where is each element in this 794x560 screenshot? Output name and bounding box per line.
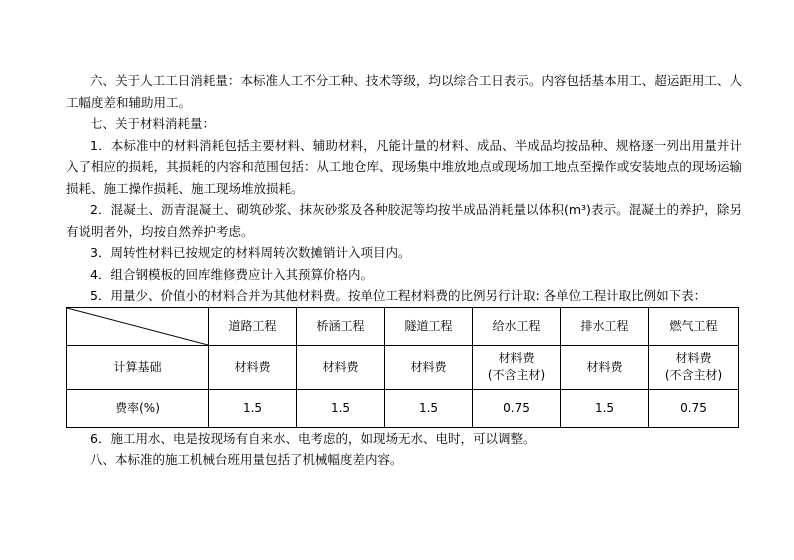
paragraph-material-6: 6．施工用水、电是按现场有自来水、电考虑的，如现场无水、电时，可以调整。 (90, 430, 536, 446)
diagonal-header-cell (67, 307, 209, 345)
basis-cell (473, 345, 561, 389)
table-row-basis (67, 345, 739, 389)
header-cell: 排水工程 (561, 307, 649, 345)
paragraph-material-2: 2．混凝土、沥青混凝土、砌筑砂浆、抹灰砂浆及各种胶泥等均按半成品消耗量以体积(m³)表示。混凝土的养护，除另有说明者外，均按自然养护考虑。 (66, 202, 742, 239)
header-cell: 道路工程 (209, 307, 297, 345)
header-cell: 桥涵工程 (297, 307, 385, 345)
rate-table (66, 307, 739, 428)
basis-main: 材料费 (322, 359, 359, 374)
basis-cell (385, 345, 473, 389)
rate-cell: 1.5 (385, 389, 473, 427)
basis-cell (209, 345, 297, 389)
row-label-rate: 费率(%) (67, 389, 209, 427)
basis-cell (649, 345, 739, 389)
paragraph-machinery: 八、本标准的施工机械台班用量包括了机械幅度差内容。 (90, 452, 403, 467)
rate-cell: 1.5 (297, 389, 385, 427)
header-cell: 给水工程 (473, 307, 561, 345)
paragraph-labor: 六、关于人工工日消耗量：本标准人工不分工种、技术等级，均以综合工日表示。内容包括基本用工、超运距用工、人工幅度差和辅助用工。 (66, 73, 742, 110)
header-cell: 隧道工程 (385, 307, 473, 345)
rate-cell: 1.5 (209, 389, 297, 427)
diagonal-line (67, 308, 208, 345)
basis-main: 材料费 (586, 359, 623, 374)
row-label-basis: 计算基础 (67, 345, 209, 389)
table-row-rate (67, 389, 739, 427)
header-cell: 燃气工程 (649, 307, 739, 345)
basis-note: (不含主材) (664, 368, 723, 382)
paragraph-material-heading: 七、关于材料消耗量： (90, 116, 216, 131)
paragraph-material-4: 4．组合钢模板的回库维修费应计入其预算价格内。 (90, 266, 373, 282)
basis-main: 材料费 (410, 359, 447, 374)
basis-cell (297, 345, 385, 389)
paragraph-material-5: 5．用量少、价值小的材料合并为其他材料费。按单位工程材料费的比例另行计取: 各单位工程计取比例如下表： (90, 288, 707, 303)
document-body (66, 70, 742, 471)
basis-main: 材料费 (234, 359, 271, 374)
paragraph-material-1: 1．本标准中的材料消耗包括主要材料、辅助材料，凡能计量的材料、成品、半成品均按品种、规格逐一列出用量并计入了相应的损耗，其损耗的内容和范围包括：从工地仓库、现场集中堆放地点或现场加工地点至操作或安装地点的现场运输损耗、施工操作损耗、施工现场堆放损耗。 (66, 137, 742, 196)
basis-cell (561, 345, 649, 389)
basis-note: (不含主材) (487, 368, 546, 382)
paragraph-material-3: 3．周转性材料已按规定的材料周转次数摊销计入项目内。 (90, 245, 411, 260)
basis-main: 材料费 (675, 351, 712, 365)
rate-cell: 1.5 (561, 389, 649, 427)
basis-main: 材料费 (498, 351, 535, 365)
table-header-row (67, 307, 739, 345)
rate-cell: 0.75 (649, 389, 739, 427)
rate-cell: 0.75 (473, 389, 561, 427)
